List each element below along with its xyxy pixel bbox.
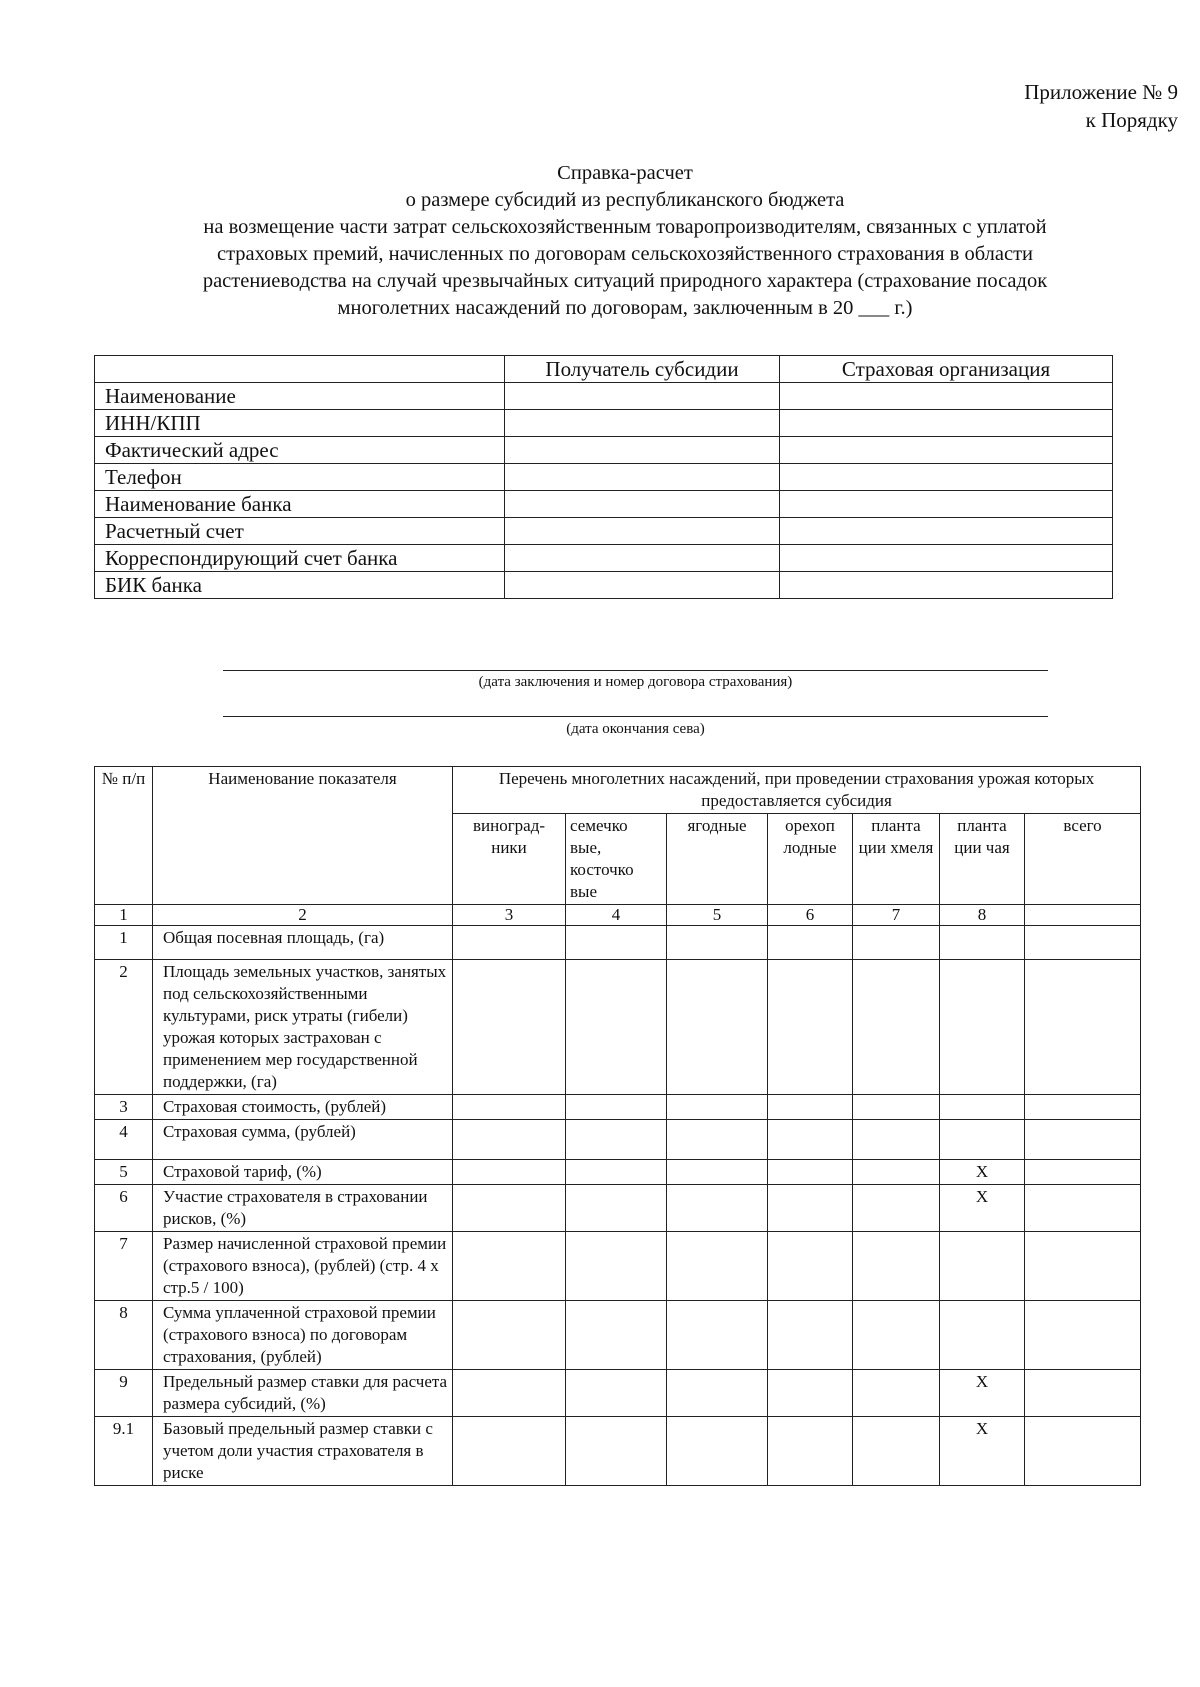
value-cell[interactable] [566,960,667,1095]
column-number: 1 [95,905,153,926]
insurer-value-cell[interactable] [780,410,1113,437]
indicator-name: Базовый предельный размер ставки с учетом доли участия страхователя в риске [153,1417,453,1486]
row-number: 2 [95,960,153,1095]
column-vineyards: виноград-ники [453,814,566,905]
value-cell[interactable] [667,1370,768,1417]
value-cell[interactable] [853,926,940,960]
document-title [110,160,1140,322]
value-cell[interactable] [853,1120,940,1160]
value-cell[interactable] [566,1120,667,1160]
requisites-row [95,383,1113,410]
value-cell[interactable] [853,1095,940,1120]
value-cell[interactable] [566,1232,667,1301]
value-cell[interactable] [667,1160,768,1185]
value-cell[interactable] [1025,1370,1141,1417]
column-number [1025,905,1141,926]
requisites-row [95,572,1113,599]
indicator-name: Страховая сумма, (рублей) [153,1120,453,1160]
tea-value-cell[interactable] [940,1232,1025,1301]
title-line-1: Справка-расчет [557,162,693,184]
value-cell[interactable] [768,1185,853,1232]
column-nuts: орехоп лодные [768,814,853,905]
sowing-date-caption: (дата окончания сева) [566,721,705,737]
requisites-header-row [95,356,1113,383]
value-cell[interactable] [1025,1160,1141,1185]
requisites-row [95,410,1113,437]
row-number: 8 [95,1301,153,1370]
column-total: всего [1025,814,1141,905]
column-number: 3 [453,905,566,926]
value-cell[interactable] [768,1301,853,1370]
value-cell[interactable] [667,1095,768,1120]
value-cell[interactable] [566,926,667,960]
tea-value-cell[interactable]: X [940,1160,1025,1185]
annex-number: Приложение № 9 [1024,80,1178,104]
recipient-value-cell[interactable] [505,518,780,545]
tea-value-cell[interactable] [940,1301,1025,1370]
requisites-row [95,491,1113,518]
recipient-value-cell[interactable] [505,464,780,491]
tea-value-cell[interactable] [940,960,1025,1095]
value-cell[interactable] [768,1095,853,1120]
value-cell[interactable] [768,926,853,960]
recipient-column-header: Получатель субсидии [505,356,780,383]
indicator-name-header: Наименование показателя [153,767,453,905]
table-row [95,1370,1141,1417]
row-number-header: № п/п [95,767,153,905]
value-cell[interactable] [667,1301,768,1370]
requisites-table [94,355,1113,599]
value-cell[interactable] [853,1370,940,1417]
value-cell[interactable] [453,926,566,960]
contract-date-caption: (дата заключения и номер договора страхования) [478,674,793,690]
table-row [95,1232,1141,1301]
value-cell[interactable] [667,1232,768,1301]
value-cell[interactable] [1025,1417,1141,1486]
table-row [95,926,1141,960]
column-pome-stone-fruit: семечко вые, косточко вые [566,814,667,905]
sowing-date-line[interactable] [223,716,1048,717]
table-row [95,960,1141,1095]
table-row [95,1120,1141,1160]
calculation-table [94,766,1141,1486]
column-number: 7 [853,905,940,926]
column-tea: планта ции чая [940,814,1025,905]
insurer-value-cell[interactable] [780,437,1113,464]
value-cell[interactable] [1025,960,1141,1095]
indicator-name: Площадь земельных участков, занятых под сельскохозяйственными культурами, риск утраты (гибели) урожая которых застрахован с применением мер государственной поддержки, (га) [153,960,453,1095]
row-number: 5 [95,1160,153,1185]
value-cell[interactable] [768,1232,853,1301]
value-cell[interactable] [453,1301,566,1370]
table-row [95,1417,1141,1486]
value-cell[interactable] [667,960,768,1095]
insurer-value-cell[interactable] [780,383,1113,410]
title-line-4: страховых премий, начисленных по договорам сельскохозяйственного страхования в области [216,243,1034,265]
value-cell[interactable] [453,960,566,1095]
tea-value-cell[interactable] [940,1095,1025,1120]
tea-value-cell[interactable] [940,1120,1025,1160]
tea-value-cell[interactable]: X [940,1370,1025,1417]
value-cell[interactable] [453,1185,566,1232]
recipient-value-cell[interactable] [505,383,780,410]
requisites-label: Наименование [95,383,505,410]
indicator-name: Размер начисленной страховой премии (страхового взноса), (рублей) (стр. 4 х стр.5 / 100) [153,1232,453,1301]
requisites-row [95,518,1113,545]
row-number: 9 [95,1370,153,1417]
row-number: 4 [95,1120,153,1160]
value-cell[interactable] [566,1095,667,1120]
insurer-value-cell[interactable] [780,491,1113,518]
value-cell[interactable] [853,1160,940,1185]
column-berries: ягодные [667,814,768,905]
value-cell[interactable] [853,1232,940,1301]
row-number: 3 [95,1095,153,1120]
recipient-value-cell[interactable] [505,437,780,464]
requisites-label: Расчетный счет [95,518,505,545]
row-number: 9.1 [95,1417,153,1486]
value-cell[interactable] [1025,1232,1141,1301]
value-cell[interactable] [853,1417,940,1486]
plantings-group-header: Перечень многолетних насаждений, при проведении страхования урожая которых предоставляется субсидия [453,767,1141,814]
requisites-row [95,437,1113,464]
value-cell[interactable] [768,960,853,1095]
indicator-name: Сумма уплаченной страховой премии (страхового взноса) по договорам страхования, (рублей) [153,1301,453,1370]
indicator-name: Общая посевная площадь, (га) [153,926,453,960]
value-cell[interactable] [453,1370,566,1417]
requisites-row [95,545,1113,572]
row-number: 7 [95,1232,153,1301]
recipient-value-cell[interactable] [505,572,780,599]
value-cell[interactable] [1025,1185,1141,1232]
column-number: 2 [153,905,453,926]
insurer-value-cell[interactable] [780,464,1113,491]
title-line-5: растениеводства на случай чрезвычайных ситуаций природного характера (страхование посадок [202,270,1048,292]
value-cell[interactable] [768,1417,853,1486]
tea-value-cell[interactable] [940,926,1025,960]
value-cell[interactable] [566,1160,667,1185]
value-cell[interactable] [667,1417,768,1486]
table-row [95,1160,1141,1185]
column-hops: планта ции хмеля [853,814,940,905]
column-number: 4 [566,905,667,926]
requisites-label: БИК банка [95,572,505,599]
requisites-row [95,464,1113,491]
value-cell[interactable] [566,1370,667,1417]
insurer-value-cell[interactable] [780,545,1113,572]
insurer-value-cell[interactable] [780,572,1113,599]
annex-header [1024,78,1178,134]
row-number: 1 [95,926,153,960]
contract-date-line[interactable] [223,670,1048,671]
title-line-3: на возмещение части затрат сельскохозяйственным товаропроизводителям, связанных с уплатой [203,216,1047,238]
column-numbers-row [95,905,1141,926]
value-cell[interactable] [566,1185,667,1232]
recipient-value-cell[interactable] [505,545,780,572]
insurer-value-cell[interactable] [780,518,1113,545]
value-cell[interactable] [453,1232,566,1301]
recipient-value-cell[interactable] [505,410,780,437]
value-cell[interactable] [667,1120,768,1160]
indicator-name: Участие страхователя в страховании рисков, (%) [153,1185,453,1232]
value-cell[interactable] [667,1185,768,1232]
tea-value-cell[interactable]: X [940,1185,1025,1232]
value-cell[interactable] [853,960,940,1095]
value-cell[interactable] [1025,926,1141,960]
title-line-6: многолетних насаждений по договорам, заключенным в 20 ___ г.) [337,297,913,319]
row-number: 6 [95,1185,153,1232]
requisites-label: ИНН/КПП [95,410,505,437]
column-number: 5 [667,905,768,926]
value-cell[interactable] [453,1160,566,1185]
value-cell[interactable] [566,1301,667,1370]
title-line-2: о размере субсидий из республиканского бюджета [405,189,845,211]
table-row [95,1301,1141,1370]
indicator-name: Страховая стоимость, (рублей) [153,1095,453,1120]
calculation-header-row [95,767,1141,814]
annex-ref: к Порядку [1085,108,1178,132]
value-cell[interactable] [1025,1120,1141,1160]
table-row [95,1095,1141,1120]
indicator-name: Страховой тариф, (%) [153,1160,453,1185]
value-cell[interactable] [1025,1301,1141,1370]
value-cell[interactable] [453,1120,566,1160]
value-cell[interactable] [667,926,768,960]
value-cell[interactable] [768,1120,853,1160]
insurer-column-header: Страховая организация [780,356,1113,383]
value-cell[interactable] [453,1095,566,1120]
requisites-label: Телефон [95,464,505,491]
requisites-label: Наименование банка [95,491,505,518]
value-cell[interactable] [853,1185,940,1232]
value-cell[interactable] [453,1417,566,1486]
value-cell[interactable] [768,1160,853,1185]
recipient-value-cell[interactable] [505,491,780,518]
indicator-name: Предельный размер ставки для расчета размера субсидий, (%) [153,1370,453,1417]
column-number: 8 [940,905,1025,926]
requisites-label: Фактический адрес [95,437,505,464]
value-cell[interactable] [566,1417,667,1486]
requisites-label: Корреспондирующий счет банка [95,545,505,572]
requisites-corner-cell [95,356,505,383]
value-cell[interactable] [853,1301,940,1370]
table-row [95,1185,1141,1232]
value-cell[interactable] [768,1370,853,1417]
tea-value-cell[interactable]: X [940,1417,1025,1486]
column-number: 6 [768,905,853,926]
value-cell[interactable] [1025,1095,1141,1120]
